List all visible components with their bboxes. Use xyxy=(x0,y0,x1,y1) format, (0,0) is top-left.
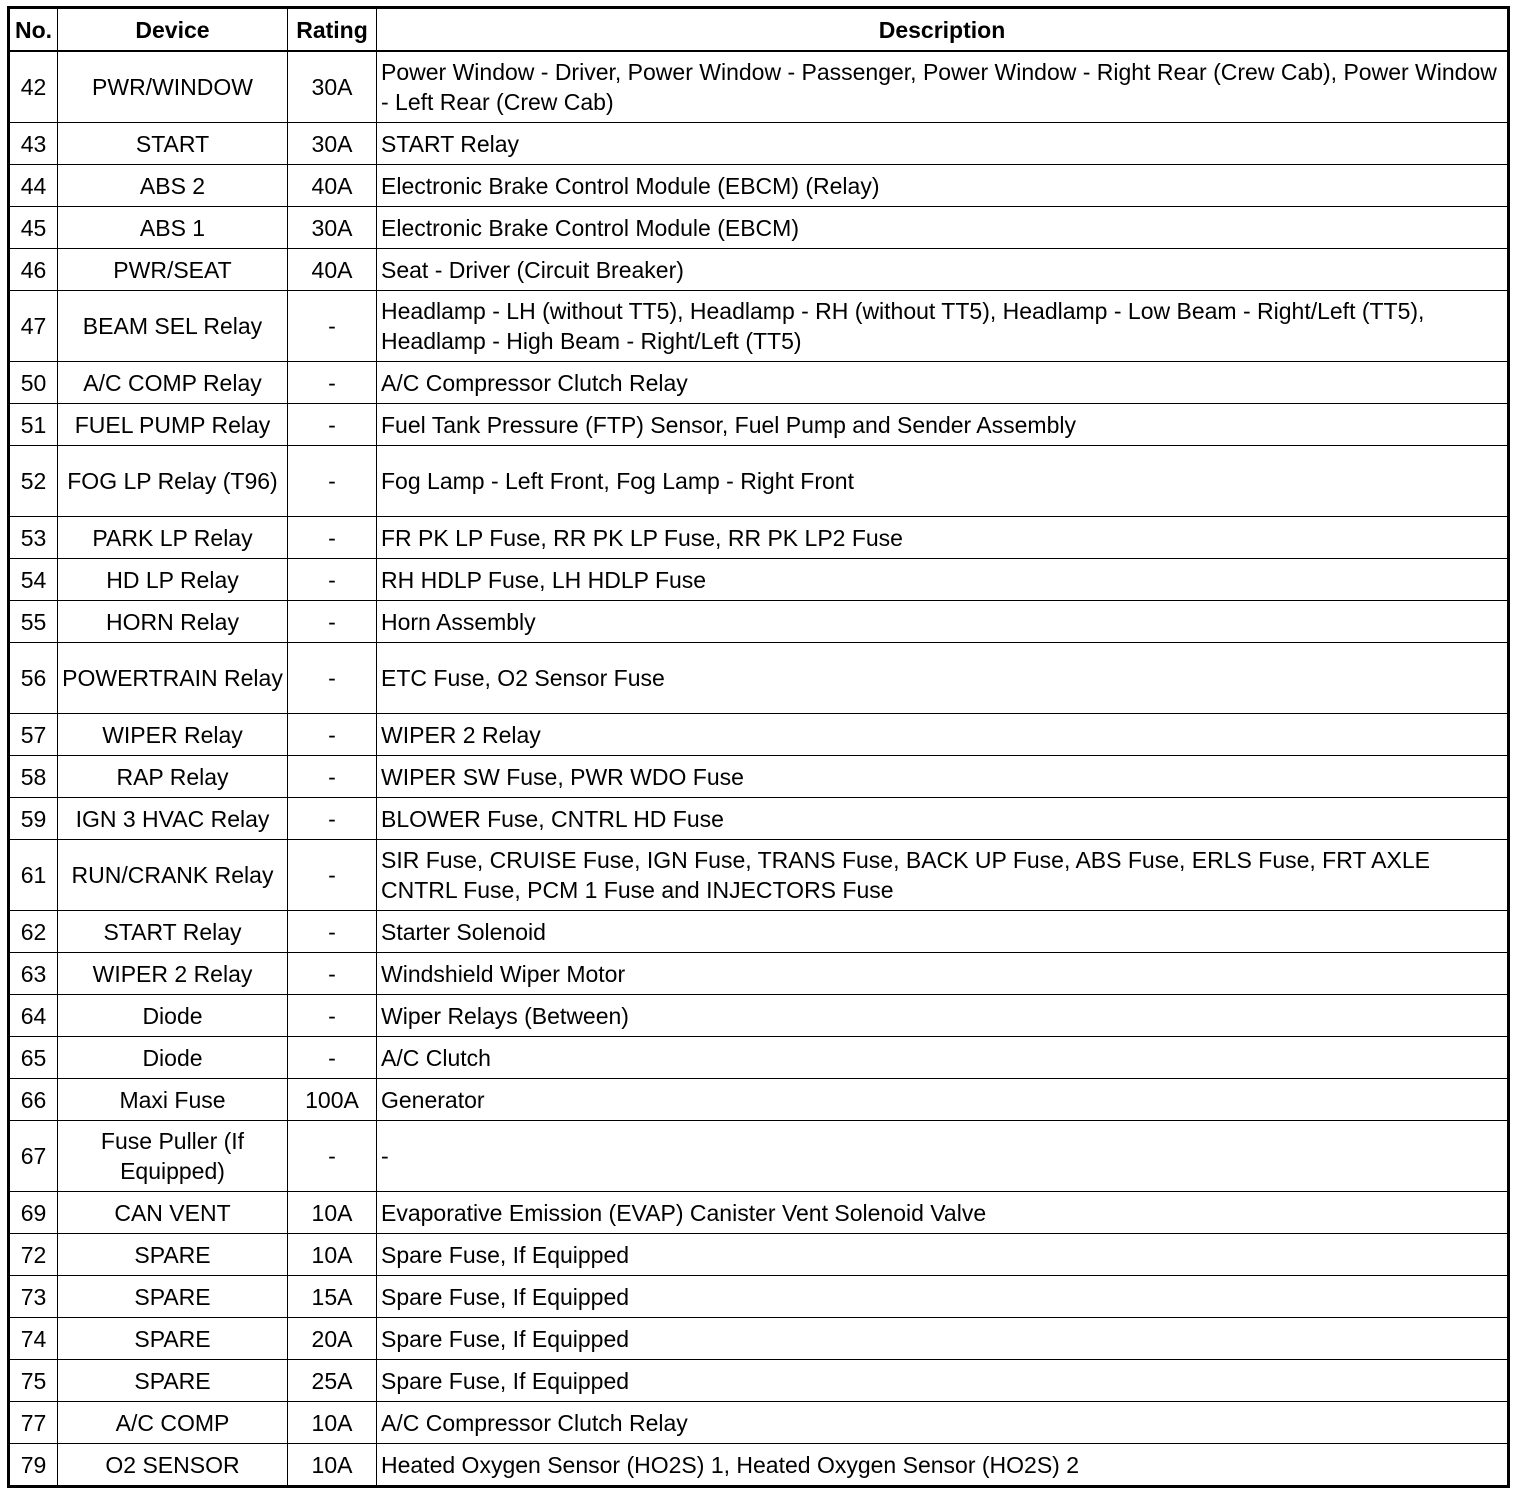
cell-no: 61 xyxy=(9,840,58,911)
cell-rating: 40A xyxy=(288,165,377,207)
cell-device: PWR/WINDOW xyxy=(58,51,288,123)
cell-description: Evaporative Emission (EVAP) Canister Vent Solenoid Valve xyxy=(377,1192,1509,1234)
cell-no: 64 xyxy=(9,995,58,1037)
table-row xyxy=(9,1444,1509,1487)
cell-description: Heated Oxygen Sensor (HO2S) 1, Heated Oxygen Sensor (HO2S) 2 xyxy=(377,1444,1509,1487)
cell-rating: 40A xyxy=(288,249,377,291)
cell-device: Maxi Fuse xyxy=(58,1079,288,1121)
cell-no: 54 xyxy=(9,559,58,601)
table-row xyxy=(9,714,1509,756)
table-row xyxy=(9,517,1509,559)
cell-device: Fuse Puller (If Equipped) xyxy=(58,1121,288,1192)
table-row xyxy=(9,404,1509,446)
cell-device: PARK LP Relay xyxy=(58,517,288,559)
table-row xyxy=(9,643,1509,714)
cell-rating: 30A xyxy=(288,123,377,165)
cell-description: START Relay xyxy=(377,123,1509,165)
cell-rating: - xyxy=(288,911,377,953)
cell-description: A/C Compressor Clutch Relay xyxy=(377,362,1509,404)
cell-device: FOG LP Relay (T96) xyxy=(58,446,288,517)
cell-rating: 25A xyxy=(288,1360,377,1402)
cell-rating: - xyxy=(288,714,377,756)
cell-device: WIPER 2 Relay xyxy=(58,953,288,995)
cell-description: FR PK LP Fuse, RR PK LP Fuse, RR PK LP2 Fuse xyxy=(377,517,1509,559)
cell-device: Diode xyxy=(58,1037,288,1079)
cell-no: 46 xyxy=(9,249,58,291)
cell-rating: - xyxy=(288,559,377,601)
cell-device: RUN/CRANK Relay xyxy=(58,840,288,911)
table-row xyxy=(9,1234,1509,1276)
cell-rating: - xyxy=(288,798,377,840)
table-row xyxy=(9,1318,1509,1360)
cell-rating: - xyxy=(288,291,377,362)
cell-no: 73 xyxy=(9,1276,58,1318)
table-row xyxy=(9,1037,1509,1079)
cell-device: SPARE xyxy=(58,1318,288,1360)
cell-no: 66 xyxy=(9,1079,58,1121)
cell-rating: 15A xyxy=(288,1276,377,1318)
cell-no: 74 xyxy=(9,1318,58,1360)
cell-device: Diode xyxy=(58,995,288,1037)
cell-description: SIR Fuse, CRUISE Fuse, IGN Fuse, TRANS Fuse, BACK UP Fuse, ABS Fuse, ERLS Fuse, FRT AXLE CNTRL Fuse, PCM 1 Fuse and INJECTORS Fuse xyxy=(377,840,1509,911)
table-row xyxy=(9,1360,1509,1402)
table-row xyxy=(9,840,1509,911)
cell-device: SPARE xyxy=(58,1276,288,1318)
cell-device: A/C COMP Relay xyxy=(58,362,288,404)
cell-no: 56 xyxy=(9,643,58,714)
cell-description: A/C Clutch xyxy=(377,1037,1509,1079)
cell-rating: 20A xyxy=(288,1318,377,1360)
cell-description: Fog Lamp - Left Front, Fog Lamp - Right Front xyxy=(377,446,1509,517)
cell-device: ABS 1 xyxy=(58,207,288,249)
cell-description: Headlamp - LH (without TT5), Headlamp - RH (without TT5), Headlamp - Low Beam - Right/Left (TT5), Headlamp - High Beam - Right/Left (TT5) xyxy=(377,291,1509,362)
cell-no: 43 xyxy=(9,123,58,165)
cell-device: A/C COMP xyxy=(58,1402,288,1444)
table-row xyxy=(9,995,1509,1037)
cell-rating: - xyxy=(288,995,377,1037)
cell-description: Spare Fuse, If Equipped xyxy=(377,1318,1509,1360)
table-row xyxy=(9,1276,1509,1318)
cell-no: 42 xyxy=(9,51,58,123)
cell-rating: - xyxy=(288,404,377,446)
cell-description: - xyxy=(377,1121,1509,1192)
cell-device: HORN Relay xyxy=(58,601,288,643)
cell-no: 44 xyxy=(9,165,58,207)
table-row xyxy=(9,1402,1509,1444)
cell-device: O2 SENSOR xyxy=(58,1444,288,1487)
cell-description: A/C Compressor Clutch Relay xyxy=(377,1402,1509,1444)
table-header-row xyxy=(9,8,1509,52)
cell-no: 65 xyxy=(9,1037,58,1079)
table-row xyxy=(9,207,1509,249)
cell-device: IGN 3 HVAC Relay xyxy=(58,798,288,840)
table-row xyxy=(9,559,1509,601)
table-row xyxy=(9,446,1509,517)
table-row xyxy=(9,1079,1509,1121)
cell-rating: 100A xyxy=(288,1079,377,1121)
cell-rating: - xyxy=(288,840,377,911)
cell-no: 47 xyxy=(9,291,58,362)
cell-description: WIPER 2 Relay xyxy=(377,714,1509,756)
table-row xyxy=(9,953,1509,995)
cell-device: POWERTRAIN Relay xyxy=(58,643,288,714)
cell-device: RAP Relay xyxy=(58,756,288,798)
cell-no: 67 xyxy=(9,1121,58,1192)
table-row xyxy=(9,165,1509,207)
cell-description: Windshield Wiper Motor xyxy=(377,953,1509,995)
table-row xyxy=(9,291,1509,362)
cell-rating: - xyxy=(288,756,377,798)
cell-rating: - xyxy=(288,446,377,517)
table-row xyxy=(9,1121,1509,1192)
cell-device: START Relay xyxy=(58,911,288,953)
cell-device: HD LP Relay xyxy=(58,559,288,601)
cell-rating: 10A xyxy=(288,1192,377,1234)
fuse-relay-table xyxy=(7,6,1510,1488)
cell-description: Electronic Brake Control Module (EBCM) xyxy=(377,207,1509,249)
cell-device: BEAM SEL Relay xyxy=(58,291,288,362)
cell-rating: - xyxy=(288,362,377,404)
fuse-table-container xyxy=(7,6,1510,1488)
cell-description: Spare Fuse, If Equipped xyxy=(377,1276,1509,1318)
cell-description: Horn Assembly xyxy=(377,601,1509,643)
column-header-rating: Rating xyxy=(288,8,377,52)
cell-no: 69 xyxy=(9,1192,58,1234)
cell-description: WIPER SW Fuse, PWR WDO Fuse xyxy=(377,756,1509,798)
cell-rating: - xyxy=(288,1121,377,1192)
cell-description: Generator xyxy=(377,1079,1509,1121)
table-row xyxy=(9,249,1509,291)
cell-device: SPARE xyxy=(58,1234,288,1276)
cell-description: Power Window - Driver, Power Window - Passenger, Power Window - Right Rear (Crew Cab), Power Window - Left Rear (Crew Cab) xyxy=(377,51,1509,123)
cell-rating: - xyxy=(288,601,377,643)
cell-rating: - xyxy=(288,953,377,995)
cell-no: 50 xyxy=(9,362,58,404)
cell-rating: - xyxy=(288,517,377,559)
cell-description: Wiper Relays (Between) xyxy=(377,995,1509,1037)
cell-no: 79 xyxy=(9,1444,58,1487)
cell-no: 58 xyxy=(9,756,58,798)
cell-description: Starter Solenoid xyxy=(377,911,1509,953)
cell-description: BLOWER Fuse, CNTRL HD Fuse xyxy=(377,798,1509,840)
cell-description: Fuel Tank Pressure (FTP) Sensor, Fuel Pump and Sender Assembly xyxy=(377,404,1509,446)
cell-rating: 10A xyxy=(288,1402,377,1444)
cell-rating: - xyxy=(288,643,377,714)
column-header-no: No. xyxy=(9,8,58,52)
cell-rating: 30A xyxy=(288,207,377,249)
cell-no: 51 xyxy=(9,404,58,446)
cell-description: Seat - Driver (Circuit Breaker) xyxy=(377,249,1509,291)
table-row xyxy=(9,601,1509,643)
table-row xyxy=(9,123,1509,165)
table-row xyxy=(9,911,1509,953)
cell-no: 55 xyxy=(9,601,58,643)
cell-device: START xyxy=(58,123,288,165)
column-header-description: Description xyxy=(377,8,1509,52)
cell-description: Spare Fuse, If Equipped xyxy=(377,1360,1509,1402)
cell-device: SPARE xyxy=(58,1360,288,1402)
cell-rating: 10A xyxy=(288,1444,377,1487)
cell-rating: 10A xyxy=(288,1234,377,1276)
cell-description: Spare Fuse, If Equipped xyxy=(377,1234,1509,1276)
table-row xyxy=(9,51,1509,123)
cell-no: 45 xyxy=(9,207,58,249)
table-row xyxy=(9,756,1509,798)
cell-rating: 30A xyxy=(288,51,377,123)
cell-description: ETC Fuse, O2 Sensor Fuse xyxy=(377,643,1509,714)
column-header-device: Device xyxy=(58,8,288,52)
cell-device: PWR/SEAT xyxy=(58,249,288,291)
table-row xyxy=(9,362,1509,404)
cell-no: 53 xyxy=(9,517,58,559)
cell-rating: - xyxy=(288,1037,377,1079)
cell-description: RH HDLP Fuse, LH HDLP Fuse xyxy=(377,559,1509,601)
table-row xyxy=(9,1192,1509,1234)
cell-description: Electronic Brake Control Module (EBCM) (Relay) xyxy=(377,165,1509,207)
cell-no: 57 xyxy=(9,714,58,756)
cell-no: 63 xyxy=(9,953,58,995)
cell-device: CAN VENT xyxy=(58,1192,288,1234)
cell-no: 62 xyxy=(9,911,58,953)
table-row xyxy=(9,798,1509,840)
cell-device: ABS 2 xyxy=(58,165,288,207)
cell-no: 72 xyxy=(9,1234,58,1276)
cell-device: FUEL PUMP Relay xyxy=(58,404,288,446)
cell-device: WIPER Relay xyxy=(58,714,288,756)
cell-no: 77 xyxy=(9,1402,58,1444)
cell-no: 59 xyxy=(9,798,58,840)
cell-no: 52 xyxy=(9,446,58,517)
cell-no: 75 xyxy=(9,1360,58,1402)
